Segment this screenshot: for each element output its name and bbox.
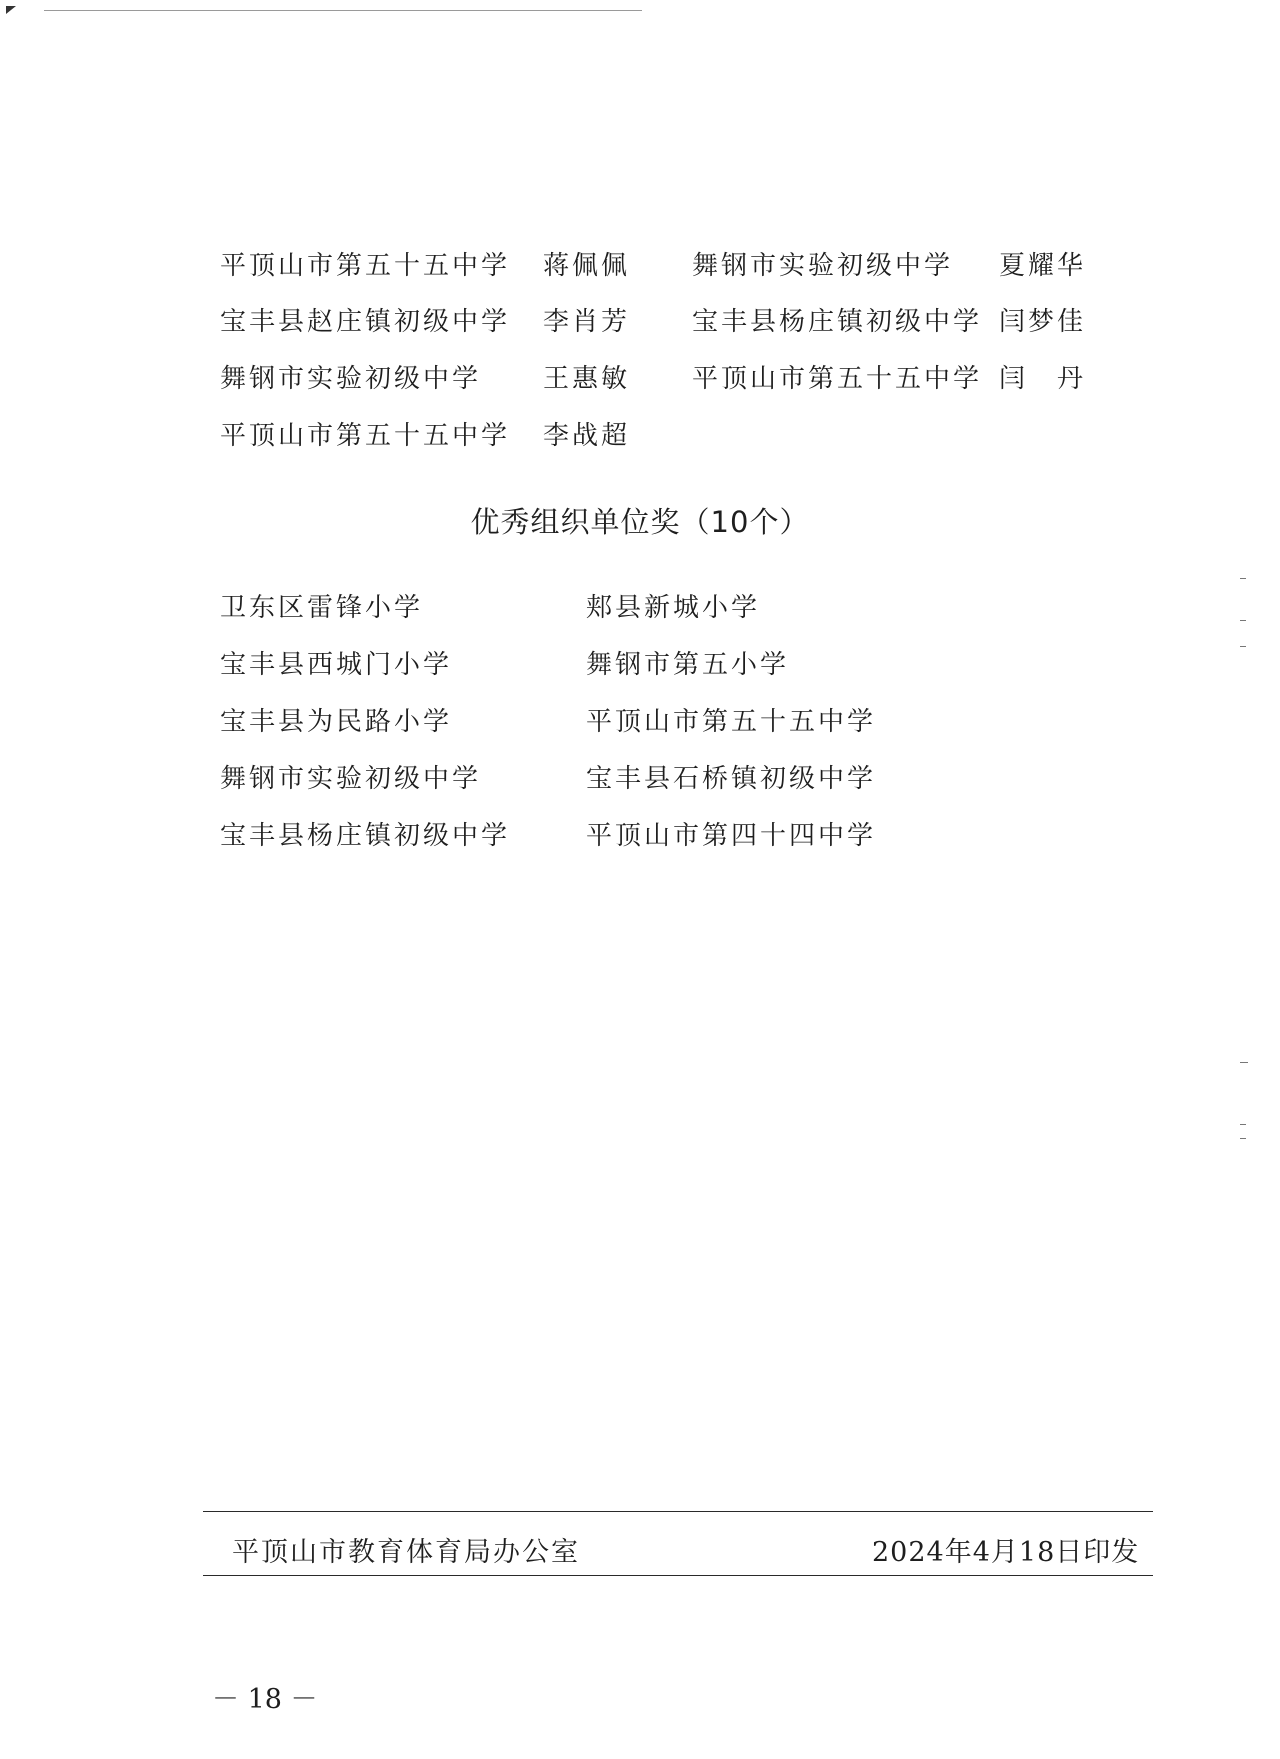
unit-left: 宝丰县西城门小学 xyxy=(220,650,453,680)
scan-speck xyxy=(1240,1062,1248,1063)
scan-speck xyxy=(1240,578,1246,579)
unit-left: 舞钢市实验初级中学 xyxy=(220,764,482,794)
award-teacher-left: 李肖芳 xyxy=(543,307,631,337)
scan-speck xyxy=(1240,620,1246,621)
unit-left: 宝丰县为民路小学 xyxy=(220,707,453,737)
scan-speck xyxy=(1240,1124,1246,1125)
award-school-right: 舞钢市实验初级中学 xyxy=(692,251,954,281)
footer-top-rule xyxy=(203,1511,1153,1512)
scan-corner-mark xyxy=(6,6,16,14)
unit-right: 郏县新城小学 xyxy=(586,593,761,623)
footer-bottom-rule xyxy=(203,1575,1153,1576)
award-teacher-right: 闫梦佳 xyxy=(999,307,1087,337)
award-school-right: 平顶山市第五十五中学 xyxy=(692,364,983,394)
footer-office: 平顶山市教育体育局办公室 xyxy=(232,1537,580,1568)
unit-left: 宝丰县杨庄镇初级中学 xyxy=(220,821,511,851)
scan-speck xyxy=(1240,646,1246,647)
award-teacher-left: 李战超 xyxy=(543,421,631,451)
award-school-right: 宝丰县杨庄镇初级中学 xyxy=(692,307,983,337)
unit-right: 平顶山市第五十五中学 xyxy=(586,707,877,737)
unit-left: 卫东区雷锋小学 xyxy=(220,593,424,623)
scan-speck xyxy=(1240,1138,1246,1139)
award-school-left: 平顶山市第五十五中学 xyxy=(220,251,511,281)
page-number: － 18 － xyxy=(212,1684,318,1715)
award-teacher-left: 王惠敏 xyxy=(543,364,631,394)
award-school-left: 舞钢市实验初级中学 xyxy=(220,364,482,394)
unit-right: 宝丰县石桥镇初级中学 xyxy=(586,764,877,794)
unit-right: 舞钢市第五小学 xyxy=(586,650,790,680)
top-rule xyxy=(44,10,642,11)
unit-right: 平顶山市第四十四中学 xyxy=(586,821,877,851)
award-teacher-right: 闫 丹 xyxy=(999,364,1087,394)
award-school-left: 宝丰县赵庄镇初级中学 xyxy=(220,307,511,337)
section-title-organization-award: 优秀组织单位奖（10个） xyxy=(470,505,810,539)
award-teacher-left: 蒋佩佩 xyxy=(543,251,631,281)
award-teacher-right: 夏耀华 xyxy=(999,251,1087,281)
footer-date: 2024年4月18日印发 xyxy=(872,1537,1140,1568)
award-school-left: 平顶山市第五十五中学 xyxy=(220,421,511,451)
